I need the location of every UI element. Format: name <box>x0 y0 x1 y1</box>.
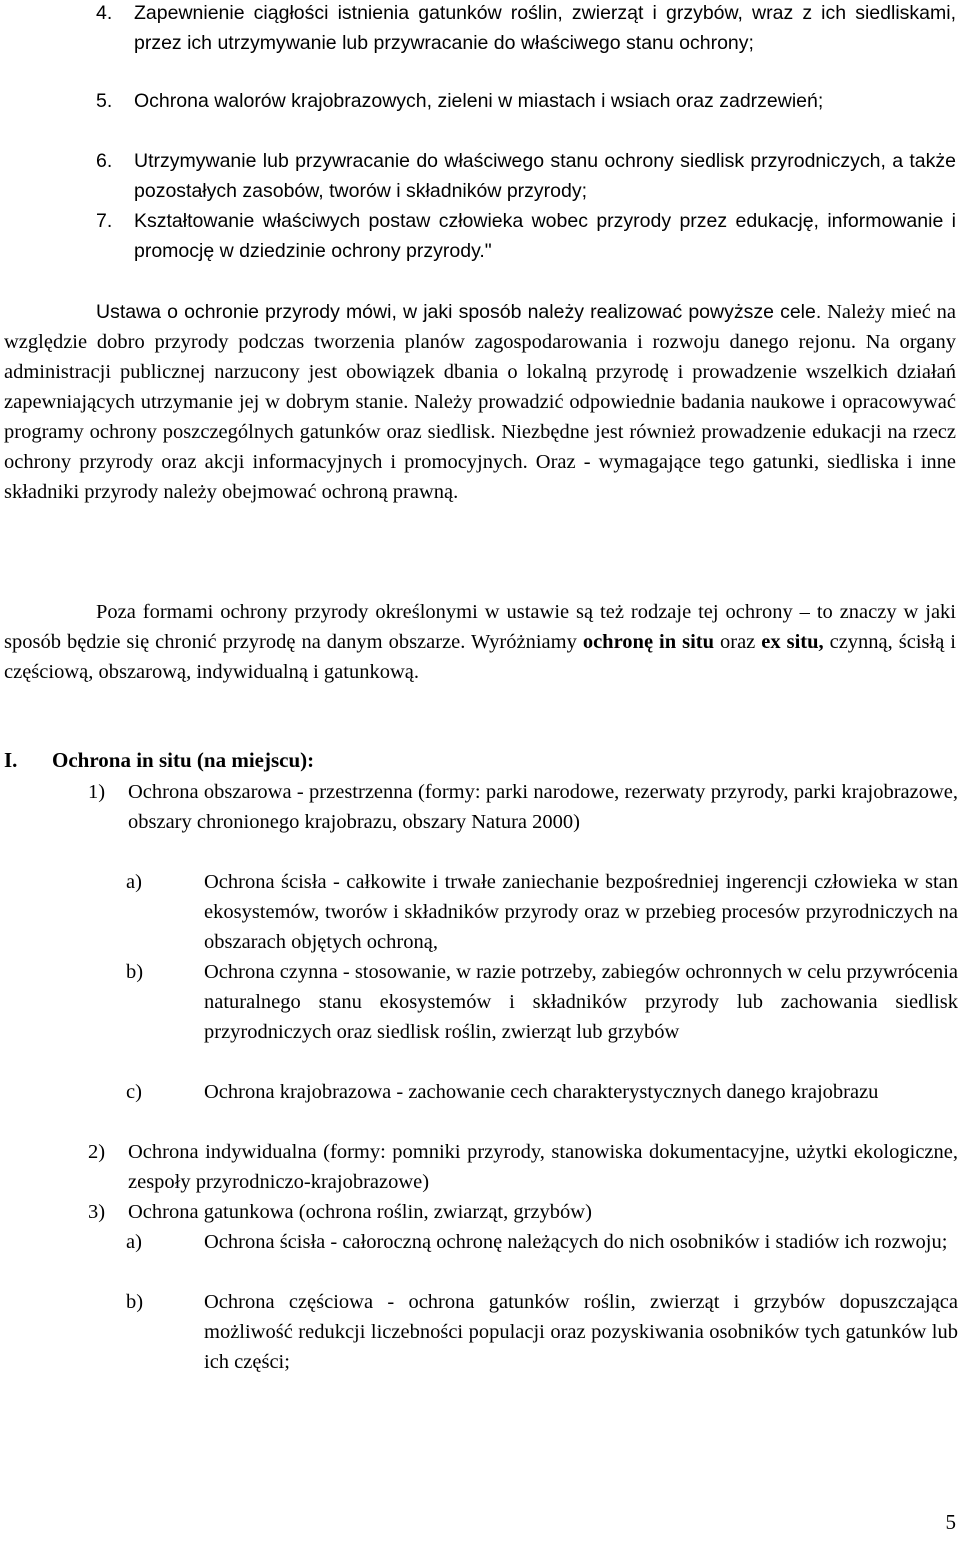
list-item <box>88 777 958 837</box>
list-number: 1) <box>88 781 106 803</box>
sub-list-text: Ochrona krajobrazowa - zachowanie cech charakterystycznych danego krajobrazu <box>204 1081 879 1103</box>
sentence: Niezbędne jest również prowadzenie edukacji na rzecz ochrony przyrody oraz akcji informacyjnych i promocyjnych. <box>4 421 956 473</box>
sub-list-letter: b) <box>126 961 144 983</box>
sentence: Wyróżniamy <box>471 631 577 653</box>
sub-list-text: Ochrona częściowa - ochrona gatunków roślin, zwierząt i grzybów dopuszczająca możliwość redukcji liczebności populacji oraz pozyskiwania osobników tych gatunków lub ich części; <box>204 1291 958 1373</box>
list-item <box>96 0 956 58</box>
sub-list-letter: c) <box>126 1081 142 1103</box>
text: czynną, ścisłą i częściową, obszarową, indywidualną i gatunkową. <box>4 631 956 683</box>
list-item <box>88 1197 958 1227</box>
list-number: 5. <box>96 90 113 112</box>
sentence: Oraz - wymagające tego gatunki, siedliska i inne składniki przyrody należy obejmować ochroną prawną. <box>4 451 956 503</box>
sub-list-item <box>126 867 958 957</box>
sentence: Poza formami ochrony przyrody określonymi w ustawie są też rodzaje tej ochrony – to znaczy w jaki sposób będzie się chronić przyrodę na danym obszarze. <box>4 601 956 653</box>
sub-list-item <box>126 957 958 1047</box>
list-text: Utrzymywanie lub przywracanie do właściwego stanu ochrony siedlisk przyrodniczych, a także pozostałych zasobów, tworów i składników przyrody; <box>134 150 956 202</box>
list-number: 6. <box>96 150 113 172</box>
sub-list-text: Ochrona ścisła - całkowite i trwałe zaniechanie bezpośredniej ingerencji człowieka w stan ekosystemów, tworów i składników przyrody oraz w przebieg procesów przyrodniczych na obszarach objętych ochroną, <box>204 871 958 953</box>
list-text: Ochrona gatunkowa (ochrona roślin, zwiarząt, grzybów) <box>128 1201 592 1223</box>
list-number: 7. <box>96 210 113 232</box>
sentence: Należy mieć na względzie dobro przyrody podczas tworzenia planów zagospodarowania i rozwoju danego rejonu. <box>4 301 957 353</box>
list-text: Ochrona obszarowa - przestrzenna (formy: parki narodowe, rezerwaty przyrody, parki krajobrazowe, obszary chronionego krajobrazu, obszary Natura 2000) <box>128 781 958 833</box>
list-text: Zapewnienie ciągłości istnienia gatunków roślin, zwierząt i grzybów, wraz z ich siedliskami, przez ich utrzymywanie lub przywracanie do właściwego stanu ochrony; <box>134 2 956 54</box>
list-item <box>96 86 956 116</box>
paragraph-law <box>4 297 956 507</box>
list-text: Ochrona indywidualna (formy: pomniki przyrody, stanowiska dokumentacyjne, użytki ekologiczne, zespoły przyrodniczo-krajobrazowe) <box>128 1141 958 1193</box>
sub-list-letter: a) <box>126 1231 142 1253</box>
list-number: 2) <box>88 1141 106 1163</box>
sub-list-item <box>126 1077 958 1107</box>
list-item <box>88 1137 958 1197</box>
page-number: 5 <box>945 1510 956 1534</box>
sub-list-letter: a) <box>126 871 142 893</box>
list-item <box>96 146 956 206</box>
sub-list-text: Ochrona ścisła - całoroczną ochronę należących do nich osobników i stadiów ich rozwoju; <box>204 1231 948 1253</box>
heading-title: Ochrona in situ (na miejscu): <box>52 748 315 772</box>
bold-term: ochronę in situ <box>582 631 715 653</box>
sub-list-text: Ochrona czynna - stosowanie, w razie potrzeby, zabiegów ochronnych w celu przywrócenia naturalnego stanu ekosystemów i składników przyrody lub zachowania siedlisk przyrodniczych oraz siedlisk roślin, zwierząt lub grzybów <box>204 961 959 1043</box>
text: oraz <box>720 631 756 653</box>
list-number: 3) <box>88 1201 106 1223</box>
sentence: Na organy administracji publicznej narzucony jest obowiązek dbania o lokalną przyrodę i prowadzenie wszelkich działań zapewniających utrzymanie jej w dobrym stanie. <box>4 331 956 413</box>
sentence: Należy prowadzić odpowiednie badania naukowe i opracowywać programy ochrony poszczególnych gatunków oraz siedlisk. <box>4 391 956 443</box>
sub-list-item <box>126 1287 958 1377</box>
bold-term: ex situ, <box>761 631 824 653</box>
section-heading <box>4 745 314 775</box>
list-text: Ochrona walorów krajobrazowych, zieleni w miastach i wsiach oraz zadrzewień; <box>134 90 824 112</box>
sentence: Ustawa o ochronie przyrody mówi, w jaki sposób należy realizować powyższe cele. <box>96 301 822 323</box>
sub-list-letter: b) <box>126 1291 144 1313</box>
list-item <box>96 206 956 266</box>
sub-list-item <box>126 1227 958 1257</box>
paragraph-types <box>4 597 956 687</box>
list-number: 4. <box>96 2 113 24</box>
heading-number: I. <box>4 748 18 772</box>
list-text: Kształtowanie właściwych postaw człowieka wobec przyrody przez edukację, informowanie i promocję w dziedzinie ochrony przyrody." <box>134 210 956 262</box>
